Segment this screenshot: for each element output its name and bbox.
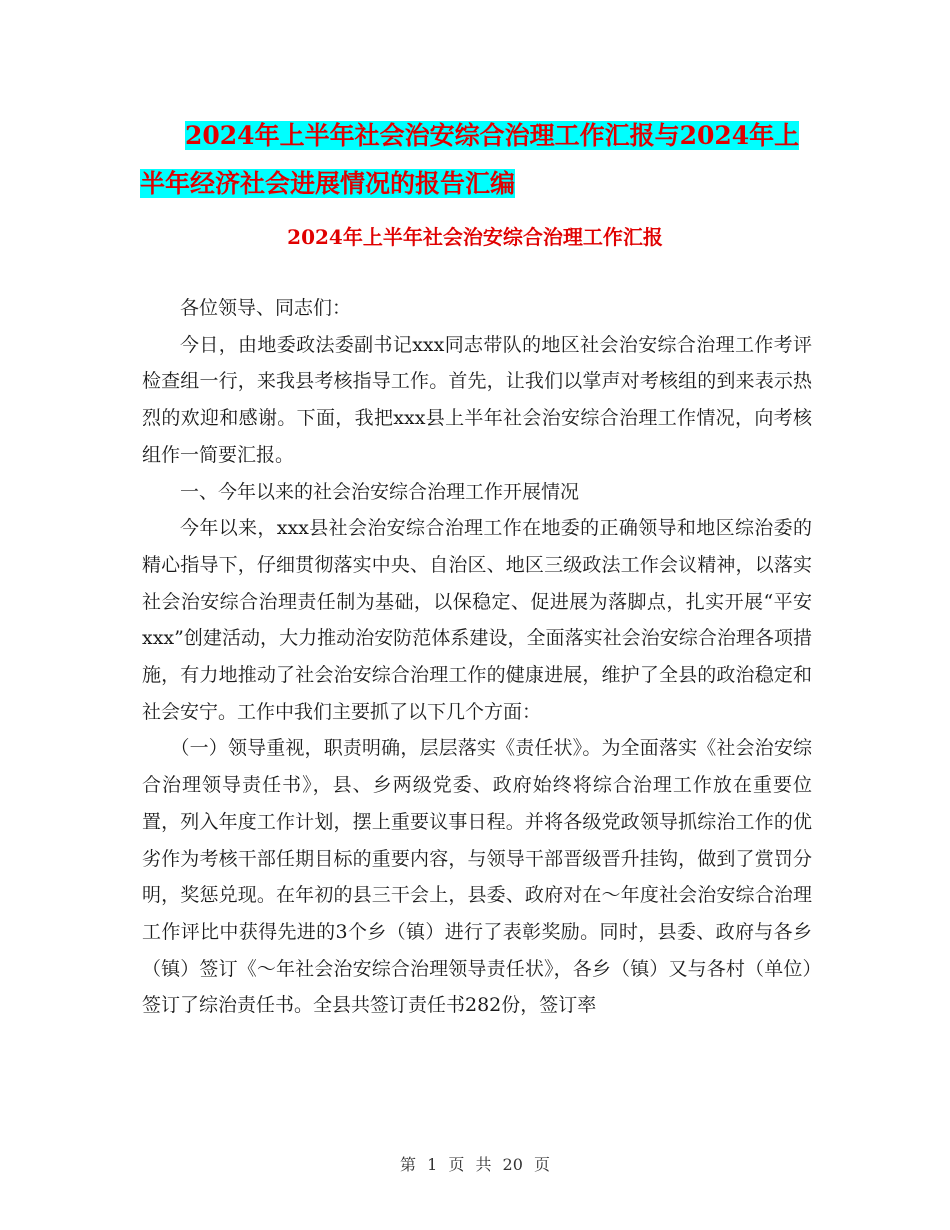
section-title: 2024年上半年社会治安综合治理工作汇报 [287,225,663,249]
main-title-line-1-text: 2024年上半年社会治安综合治理工作汇报与2024年上 [185,121,800,150]
main-title [140,112,830,208]
body-text [142,290,812,1024]
heading-section-one: 一、今年以来的社会治安综合治理工作开展情况 [180,480,580,503]
page-footer: 第 1 页 共 20 页 [400,1155,550,1174]
paragraph-intro: 今日，由地委政法委副书记xxx同志带队的地区社会治安综合治理工作考评检查组一行，来我县考核指导工作。首先，让我们以掌声对考核组的到来表示热烈的欢迎和感谢。下面，我把xxx县上半年社会治安综合治理工作情况，向考核组作一简要汇报。 [142,333,812,466]
paragraph-item-one: （一）领导重视，职责明确，层层落实《责任状》。为全面落实《社会治安综合治理领导责任书》，县、乡两级党委、政府始终将综合治理工作放在重要位置，列入年度工作计划，摆上重要议事日程。并将各级党政领导抓综治工作的优劣作为考核干部任期目标的重要内容，与领导干部晋级晋升挂钩，做到了赏罚分明，奖惩兑现。在年初的县三干会上，县委、政府对在～年度社会治安综合治理工作评比中获得先进的3个乡（镇）进行了表彰奖励。同时，县委、政府与各乡（镇）签订《～年社会治安综合治理领导责任状》，各乡（镇）又与各村（单位）签订了综治责任书。全县共签订责任书282份，签订率 [142,737,812,1017]
salutation: 各位领导、同志们： [180,297,352,319]
main-title-line-1 [140,112,830,160]
main-title-line-2 [140,160,830,208]
main-title-line-2-text: 半年经济社会进展情况的报告汇编 [140,169,516,198]
paragraph-overview: 今年以来，xxx县社会治安综合治理工作在地委的正确领导和地区综治委的精心指导下，仔细贯彻落实中央、自治区、地区三级政法工作会议精神，以落实社会治安综合治理责任制为基础，以保稳定、促进展为落脚点，扎实开展“平安xxx”创建活动，大力推动治安防范体系建设，全面落实社会治安综合治理各项措施，有力地推动了社会治安综合治理工作的健康进展，维护了全县的政治稳定和社会安宁。工作中我们主要抓了以下几个方面： [142,517,812,723]
